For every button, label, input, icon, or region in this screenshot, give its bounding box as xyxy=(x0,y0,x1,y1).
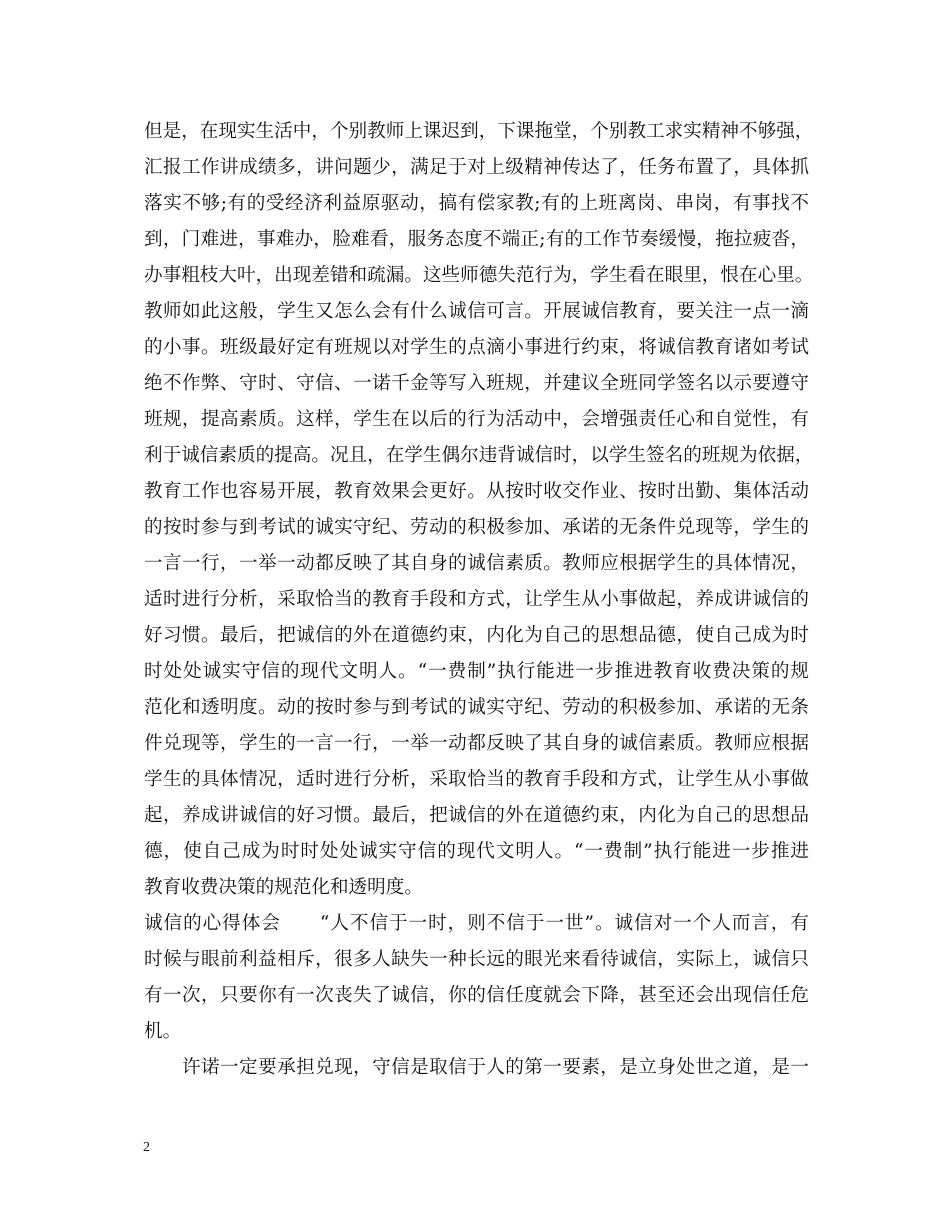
text-line: 办事粗枝大叶，出现差错和疏漏。这些师德失范行为，学生看在眼里，恨在心里。 xyxy=(144,265,814,286)
text-line: 时候与眼前利益相斥，很多人缺失一种长远的眼光来看待诚信，实际上，诚信只 xyxy=(144,949,809,970)
page-number: 2 xyxy=(143,1140,150,1155)
text-line: 有一次，只要你有一次丧失了诚信，你的信任度就会下降，甚至还会出现信任危 xyxy=(144,985,809,1006)
text-line: 班规，提高素质。这样，学生在以后的行为活动中，会增强责任心和自觉性，有 xyxy=(144,409,809,430)
text-line: 教育工作也容易开展，教育效果会更好。从按时收交作业、按时出勤、集体活动 xyxy=(144,481,809,502)
body-text xyxy=(144,114,814,1086)
text-line: 适时进行分析，采取恰当的教育手段和方式，让学生从小事做起，养成讲诚信的 xyxy=(144,589,809,610)
text-line: 好习惯。最后，把诚信的外在道德约束，内化为自己的思想品德，使自己成为时 xyxy=(144,625,809,646)
text-line: 一言一行，一举一动都反映了其自身的诚信素质。教师应根据学生的具体情况， xyxy=(144,553,809,574)
text-line: 德，使自己成为时时处处诚实守信的现代文明人。“一费制”执行能进一步推进 xyxy=(144,841,809,862)
text-line: 诚信的心得体会 “人不信于一时，则不信于一世”。诚信对一个人而言，有 xyxy=(144,913,809,934)
text-line: 机。 xyxy=(144,1021,182,1042)
text-line: 教育收费决策的规范化和透明度。 xyxy=(144,877,423,898)
text-line: 起，养成讲诚信的好习惯。最后，把诚信的外在道德约束，内化为自己的思想品 xyxy=(144,805,809,826)
text-line: 汇报工作讲成绩多，讲问题少，满足于对上级精神传达了，任务布置了，具体抓 xyxy=(144,157,809,178)
text-line: 许诺一定要承担兑现，守信是取信于人的第一要素，是立身处世之道，是一 xyxy=(144,1057,809,1078)
text-line: 的小事。班级最好定有班规以对学生的点滴小事进行约束，将诚信教育诸如考试 xyxy=(144,337,809,358)
text-line: 绝不作弊、守时、守信、一诺千金等写入班规，并建议全班同学签名以示要遵守 xyxy=(144,373,809,394)
text-line: 学生的具体情况，适时进行分析，采取恰当的教育手段和方式，让学生从小事做 xyxy=(144,769,809,790)
text-line: 但是，在现实生活中，个别教师上课迟到，下课拖堂，个别教工求实精神不够强， xyxy=(144,121,814,142)
text-line: 教师如此这般，学生又怎么会有什么诚信可言。开展诚信教育，要关注一点一滴 xyxy=(144,301,809,322)
text-line: 范化和透明度。动的按时参与到考试的诚实守纪、劳动的积极参加、承诺的无条 xyxy=(144,697,809,718)
text-line: 到，门难进，事难办，脸难看，服务态度不端正;有的工作节奏缓慢，拖拉疲沓， xyxy=(144,229,809,250)
text-line: 落实不够;有的受经济利益原驱动，搞有偿家教;有的上班离岗、串岗，有事找不 xyxy=(144,193,809,214)
text-line: 利于诚信素质的提高。况且，在学生偶尔违背诚信时，以学生签名的班规为依据， xyxy=(144,445,814,466)
text-line: 的按时参与到考试的诚实守纪、劳动的积极参加、承诺的无条件兑现等，学生的 xyxy=(144,517,809,538)
text-line: 件兑现等，学生的一言一行，一举一动都反映了其自身的诚信素质。教师应根据 xyxy=(144,733,809,754)
text-line: 时处处诚实守信的现代文明人。“一费制”执行能进一步推进教育收费决策的规 xyxy=(144,661,809,682)
